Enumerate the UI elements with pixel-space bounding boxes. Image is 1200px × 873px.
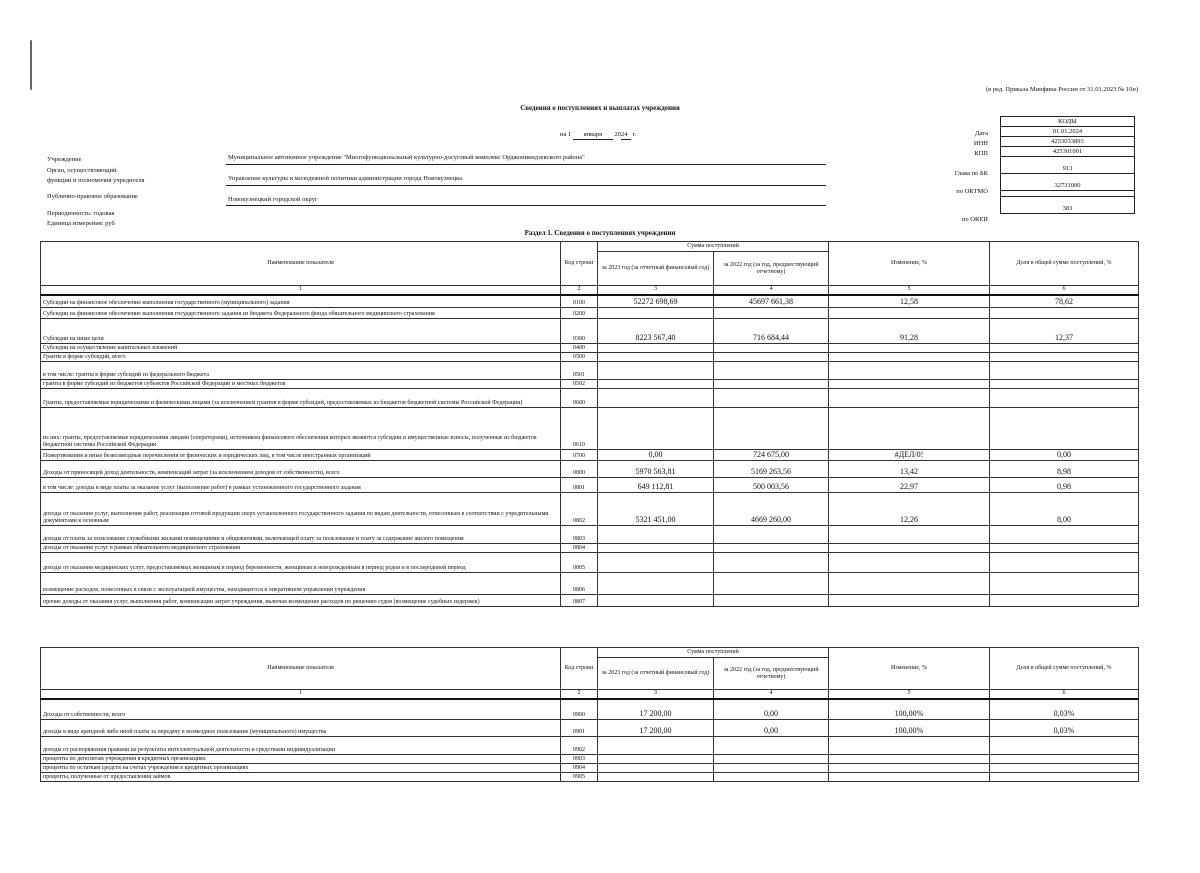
row-value-2023 xyxy=(598,755,714,764)
row-value-2023: 8223 567,40 xyxy=(598,319,714,344)
row-code: 0200 xyxy=(561,308,598,319)
col-change-header: Изменение, % xyxy=(829,648,990,690)
row-change: 12,58 xyxy=(829,295,990,308)
row-code: 0610 xyxy=(561,408,598,450)
row-share: 0,03% xyxy=(990,699,1139,720)
institution-label: Учреждение xyxy=(47,156,82,163)
col-number: 5 xyxy=(829,286,990,295)
oktmo-code: 32731000 xyxy=(1001,174,1135,191)
row-name: в том числе: доходы в виде платы за оказание услуг (выполнение работ) в рамках установленного государственного задания xyxy=(41,478,561,493)
table-row xyxy=(41,493,1139,526)
row-name: из них: гранты, предоставляемые юридическими лицами (операторами), источником финансового обеспечения которых являются субсидии и имущественные взносы, полученные из бюджетов бюджетной системы Российской Федерации xyxy=(41,408,561,450)
row-value-2023 xyxy=(598,380,714,389)
report-date: на 1 января 2024 г. xyxy=(560,131,637,138)
row-change xyxy=(829,344,990,353)
row-share xyxy=(990,595,1139,607)
row-value-2023: 52272 698,69 xyxy=(598,295,714,308)
row-name: доходы от оказания услуг в рамках обязательного медицинского страхования xyxy=(41,544,561,553)
col-share-header: Доля в общей сумме поступлений, % xyxy=(990,242,1139,286)
row-code: 0806 xyxy=(561,573,598,595)
row-share xyxy=(990,553,1139,573)
institution-value: Муниципальное автономное учреждение "Многофункциональный культурно-досуговый комплекс Орджоникидзевского района" xyxy=(228,154,585,161)
edition-note: (в ред. Приказа Минфина России от 31.01.2023 № 10н) xyxy=(985,86,1138,93)
row-share xyxy=(990,380,1139,389)
row-name: возмещение расходов, понесенных в связи с эксплуатацией имущества, находящегося в оперативном управлении учреждения xyxy=(41,573,561,595)
row-name: Субсидии на иные цели xyxy=(41,319,561,344)
row-name: Субсидии на финансовое обеспечение выполнения государственного (муниципального) задания xyxy=(41,295,561,308)
row-code: 0903 xyxy=(561,755,598,764)
row-value-2023: 17 200,00 xyxy=(598,699,714,720)
date-code: 01.01.2024 xyxy=(1001,127,1135,137)
row-change: 12,26 xyxy=(829,493,990,526)
row-code: 0802 xyxy=(561,493,598,526)
row-value-2023 xyxy=(598,308,714,319)
table-row xyxy=(41,295,1139,308)
row-share: 8,00 xyxy=(990,493,1139,526)
table-row xyxy=(41,573,1139,595)
row-value-2022 xyxy=(714,344,829,353)
codes-table xyxy=(1000,116,1135,214)
row-code: 0100 xyxy=(561,295,598,308)
row-share: 0,98 xyxy=(990,478,1139,493)
row-code: 0801 xyxy=(561,478,598,493)
table-row xyxy=(41,408,1139,450)
row-name: доходы в виде арендной либо иной платы за передачу в возмездное пользование (муниципального) имущества xyxy=(41,720,561,737)
row-value-2023 xyxy=(598,353,714,362)
okei-code-label: по ОКЕИ xyxy=(961,216,988,223)
row-value-2023 xyxy=(598,595,714,607)
kpp-code-label: КПП xyxy=(974,150,988,157)
kpp-code: 425301001 xyxy=(1001,147,1135,157)
row-value-2023 xyxy=(598,737,714,755)
row-value-2022: 716 684,44 xyxy=(714,319,829,344)
col-number: 5 xyxy=(829,690,990,699)
row-share xyxy=(990,737,1139,755)
table-row xyxy=(41,344,1139,353)
col-2022-header: за 2022 год (за год, предшествующий отчетному) xyxy=(714,658,829,690)
row-value-2022 xyxy=(714,544,829,553)
date-month: января xyxy=(573,131,613,140)
table-row xyxy=(41,737,1139,755)
col-share-header: Доля в общей сумме поступлений, % xyxy=(990,648,1139,690)
row-value-2023: 649 112,81 xyxy=(598,478,714,493)
row-code: 0905 xyxy=(561,773,598,782)
table-row xyxy=(41,362,1139,380)
row-value-2022 xyxy=(714,408,829,450)
row-share: 0,00 xyxy=(990,450,1139,461)
row-name: Гранты, предоставляемые юридическими и физическими лицами (за исключением грантов в форме субсидий, предоставляемых из бюджетов бюджетной системы Российской Федерации) xyxy=(41,389,561,408)
row-name: проценты, полученные от предоставления займов xyxy=(41,773,561,782)
date-year: 24 xyxy=(621,131,631,140)
row-name: доходы от оказания медицинских услуг, предоставляемых женщинам в период беременности, женщинам и новорожденным в период родов и в послеродовой период xyxy=(41,553,561,573)
table-row xyxy=(41,380,1139,389)
row-name: Субсидии на осуществление капитальных вложений xyxy=(41,344,561,353)
municipality-value: Новокузнецкий городской округ xyxy=(228,196,318,203)
row-change xyxy=(829,389,990,408)
row-change xyxy=(829,526,990,544)
inn-code-label: ИНН xyxy=(973,140,988,147)
row-value-2023 xyxy=(598,773,714,782)
row-share xyxy=(990,362,1139,380)
row-share: 12,37 xyxy=(990,319,1139,344)
row-change xyxy=(829,737,990,755)
row-value-2022 xyxy=(714,389,829,408)
row-change: 100,00% xyxy=(829,720,990,737)
row-name: проценты по остаткам средств на счетах учреждения в кредитных организациях xyxy=(41,764,561,773)
col-sum-group-header: Сумма поступлений xyxy=(598,242,829,252)
table-row xyxy=(41,764,1139,773)
founder-value: Управление культуры и молодежной политики администрации города Новокузнецка xyxy=(228,175,463,182)
row-code: 0600 xyxy=(561,389,598,408)
col-name-header: Наименование показателя xyxy=(41,242,561,286)
row-name: доходы от распоряжения правами на результаты интеллектуальной деятельности и средствами индивидуализации xyxy=(41,737,561,755)
col-code-header: Код строки xyxy=(561,242,598,286)
row-name: Гранты в форме субсидий, всего xyxy=(41,353,561,362)
row-change: #ДЕЛ/0! xyxy=(829,450,990,461)
table-row xyxy=(41,720,1139,737)
row-value-2022: 0,00 xyxy=(714,720,829,737)
receipts-body-continued xyxy=(41,699,1139,782)
table-row xyxy=(41,699,1139,720)
oktmo-code-label: по ОКТМО xyxy=(956,188,988,195)
row-share xyxy=(990,353,1139,362)
row-value-2022 xyxy=(714,380,829,389)
row-change xyxy=(829,353,990,362)
row-share xyxy=(990,773,1139,782)
row-name: Пожертвования и иные безвозмездные перечисления от физических и юридических лиц, в том числе иностранных организаций xyxy=(41,450,561,461)
row-value-2023 xyxy=(598,344,714,353)
row-change xyxy=(829,755,990,764)
row-share: 8,98 xyxy=(990,461,1139,478)
row-code: 0501 xyxy=(561,362,598,380)
col-number: 1 xyxy=(41,286,561,295)
row-code: 0502 xyxy=(561,380,598,389)
row-value-2023: 0,00 xyxy=(598,450,714,461)
row-value-2023 xyxy=(598,553,714,573)
row-change xyxy=(829,380,990,389)
row-value-2022: 500 003,56 xyxy=(714,478,829,493)
receipts-table xyxy=(40,241,1139,607)
row-value-2023 xyxy=(598,764,714,773)
row-change: 22,97 xyxy=(829,478,990,493)
col-number: 1 xyxy=(41,690,561,699)
row-code: 0300 xyxy=(561,319,598,344)
document-title: Сведения о поступлениях и выплатах учреждения xyxy=(520,104,680,112)
row-value-2022 xyxy=(714,573,829,595)
row-value-2022 xyxy=(714,362,829,380)
row-name: Доходы от собственности, всего xyxy=(41,699,561,720)
table-row xyxy=(41,389,1139,408)
table-row xyxy=(41,755,1139,764)
row-value-2022: 724 675,00 xyxy=(714,450,829,461)
period-label: Периодичность: годовая xyxy=(47,210,115,217)
row-share xyxy=(990,344,1139,353)
table-row xyxy=(41,544,1139,553)
row-value-2023: 5970 563,81 xyxy=(598,461,714,478)
receipts-body xyxy=(41,295,1139,607)
row-value-2022: 45697 661,38 xyxy=(714,295,829,308)
row-change xyxy=(829,573,990,595)
bk-code-label: Глава по БК xyxy=(954,170,988,177)
row-change: 100,00% xyxy=(829,699,990,720)
col-2022-header: за 2022 год (за год, предшествующий отчетному) xyxy=(714,252,829,286)
row-name: гранты в форме субсидий из бюджетов субъектов Российской Федерации и местных бюджетов xyxy=(41,380,561,389)
row-share xyxy=(990,573,1139,595)
row-name: Доходы от приносящей доход деятельности, компенсаций затрат (за исключением доходов от собственности), всего xyxy=(41,461,561,478)
row-value-2022 xyxy=(714,553,829,573)
scan-mark xyxy=(30,40,32,90)
row-share xyxy=(990,389,1139,408)
table-row xyxy=(41,319,1139,344)
row-change xyxy=(829,553,990,573)
row-code: 0900 xyxy=(561,699,598,720)
row-value-2023 xyxy=(598,573,714,595)
row-code: 0700 xyxy=(561,450,598,461)
bk-code: 913 xyxy=(1001,157,1135,174)
col-change-header: Изменение, % xyxy=(829,242,990,286)
row-code: 0807 xyxy=(561,595,598,607)
row-name: проценты по депозитам учреждения в кредитных организациях xyxy=(41,755,561,764)
date-code-label: Дата xyxy=(975,130,988,137)
col-number: 2 xyxy=(561,286,598,295)
row-value-2022 xyxy=(714,526,829,544)
row-code: 0500 xyxy=(561,353,598,362)
municipality-label: Публично-правовое образование xyxy=(47,193,138,200)
row-name: прочие доходы от оказания услуг, выполнения работ, компенсации затрат учреждения, включая возмещение расходов по решению судов (возмещение судебных издержек) xyxy=(41,595,561,607)
row-value-2022: 0,00 xyxy=(714,699,829,720)
row-value-2022: 4669 260,00 xyxy=(714,493,829,526)
inn-code: 4253033893 xyxy=(1001,137,1135,147)
row-change xyxy=(829,773,990,782)
row-value-2023 xyxy=(598,526,714,544)
founder-label-2: функции и полномочия учредителя xyxy=(47,177,145,184)
row-code: 0400 xyxy=(561,344,598,353)
row-value-2023 xyxy=(598,362,714,380)
table-row xyxy=(41,595,1139,607)
table-row xyxy=(41,308,1139,319)
table-row xyxy=(41,478,1139,493)
row-value-2023 xyxy=(598,408,714,450)
row-share xyxy=(990,408,1139,450)
table-row xyxy=(41,553,1139,573)
row-code: 0902 xyxy=(561,737,598,755)
row-share xyxy=(990,526,1139,544)
row-code: 0904 xyxy=(561,764,598,773)
row-value-2023: 5321 451,00 xyxy=(598,493,714,526)
col-number: 3 xyxy=(598,690,714,699)
col-number: 4 xyxy=(714,690,829,699)
row-change xyxy=(829,408,990,450)
okei-code: 383 xyxy=(1001,197,1135,214)
row-change xyxy=(829,544,990,553)
table-row xyxy=(41,461,1139,478)
unit-label: Единица измерения: руб xyxy=(47,220,115,227)
col-name-header: Наименование показателя xyxy=(41,648,561,690)
row-share xyxy=(990,308,1139,319)
row-value-2022 xyxy=(714,773,829,782)
section-title: Раздел 1. Сведения о поступлениях учреждения xyxy=(524,229,676,237)
row-share: 0,03% xyxy=(990,720,1139,737)
col-2023-header: за 2023 год (за отчетный финансовый год) xyxy=(598,252,714,286)
row-value-2022 xyxy=(714,308,829,319)
row-name: в том числе: гранты в форме субсидий из федерального бюджета xyxy=(41,362,561,380)
row-value-2022 xyxy=(714,595,829,607)
row-value-2022 xyxy=(714,755,829,764)
col-2023-header: за 2023 год (за отчетный финансовый год) xyxy=(598,658,714,690)
row-name: доходы от оказания услуг, выполнения работ, реализации готовой продукции сверх установленного государственного задания по видам деятельности, отнесенным в соответствии с учредительными документами к основным xyxy=(41,493,561,526)
row-code: 0901 xyxy=(561,720,598,737)
row-value-2023 xyxy=(598,544,714,553)
row-change: 13,42 xyxy=(829,461,990,478)
row-share xyxy=(990,755,1139,764)
col-code-header: Код строки xyxy=(561,648,598,690)
founder-label-1: Орган, осуществляющий xyxy=(47,167,117,174)
row-value-2023: 17 200,00 xyxy=(598,720,714,737)
row-change: 91,28 xyxy=(829,319,990,344)
row-change xyxy=(829,764,990,773)
row-share xyxy=(990,764,1139,773)
receipts-table-continued xyxy=(40,647,1139,782)
row-share xyxy=(990,544,1139,553)
col-number: 4 xyxy=(714,286,829,295)
row-share: 78,62 xyxy=(990,295,1139,308)
row-name: доходы от платы за пользование служебными жилыми помещениями и общежитиями, включающей плату за пользование и плату за содержание жилого помещения xyxy=(41,526,561,544)
row-name: Субсидии на финансовое обеспечение выполнения государственного задания из бюджета Федерального фонда обязательного медицинского страхования xyxy=(41,308,561,319)
codes-header: КОДЫ xyxy=(1001,117,1135,127)
table-row xyxy=(41,526,1139,544)
row-value-2022: 5169 263,56 xyxy=(714,461,829,478)
col-number: 2 xyxy=(561,690,598,699)
table-row xyxy=(41,773,1139,782)
row-code: 0803 xyxy=(561,526,598,544)
col-number: 6 xyxy=(990,690,1139,699)
col-number: 6 xyxy=(990,286,1139,295)
row-change xyxy=(829,308,990,319)
row-code: 0804 xyxy=(561,544,598,553)
col-number: 3 xyxy=(598,286,714,295)
row-code: 0800 xyxy=(561,461,598,478)
row-value-2022 xyxy=(714,764,829,773)
row-code: 0805 xyxy=(561,553,598,573)
row-value-2022 xyxy=(714,353,829,362)
row-change xyxy=(829,595,990,607)
table-row xyxy=(41,353,1139,362)
row-change xyxy=(829,362,990,380)
col-sum-group-header: Сумма поступлений xyxy=(598,648,829,658)
table-row xyxy=(41,450,1139,461)
row-value-2022 xyxy=(714,737,829,755)
row-value-2023 xyxy=(598,389,714,408)
